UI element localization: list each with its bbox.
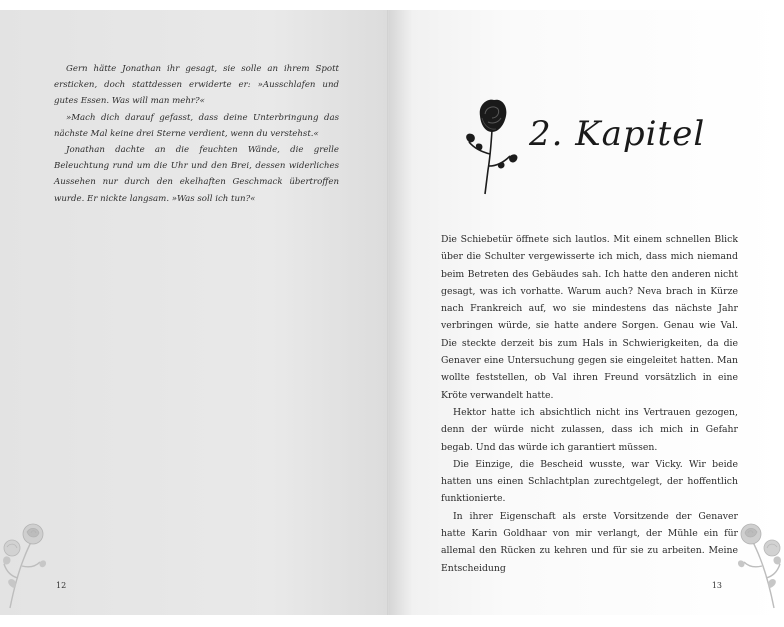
- right-page-number: 13: [711, 581, 722, 590]
- rose-sprig-icon: [0, 518, 50, 610]
- left-page-text: [54, 61, 339, 207]
- rose-sprig-icon: [734, 518, 784, 610]
- right-paragraph-3: Die Einzige, die Bescheid wusste, war Vicky. Wir beide hatten uns einen Schlachtplan zurechtgelegt, der hoffentlich funktionierte.: [441, 458, 738, 505]
- right-page: [389, 10, 784, 615]
- rose-icon: [464, 96, 522, 196]
- right-paragraph-1: Die Schiebetür öffnete sich lautlos. Mit einem schnellen Blick über die Schulter vergewisserte ich mich, dass mich niemand beim Betreten des Gebäudes sah. Ich hatte den anderen nicht gesagt, was ich vorhatte. Warum auch? Neva brach in Kürze nach Frankreich auf, wo sie mindestens das nächste Jahr verbringen würde, sie hatte andere Sorgen. Genau wie Val. Die steckte derzeit bis zum Hals in Schwierigkeiten, da die Genaver eine Untersuchung gegen sie eingeleitet hatten. Man wollte feststellen, ob Val ihren Freund vorsätzlich in eine Kröte verwandelt hatte.: [441, 234, 738, 401]
- left-paragraph-1: Gern hätte Jonathan ihr gesagt, sie solle an ihrem Spott ersticken, doch stattdessen erwiderte er: »Ausschlafen und gutes Essen. Was will man mehr?«: [54, 64, 339, 107]
- left-page-number: 12: [56, 581, 67, 590]
- right-page-text: [441, 231, 738, 577]
- right-paragraph-4: In ihrer Eigenschaft als erste Vorsitzende der Genaver hatte Karin Goldhaar von mir verlangt, der Mühle ein für allemal den Rücken zu kehren und für sie zu arbeiten. Meine Entscheidung: [441, 510, 738, 574]
- right-paragraph-2: Hektor hatte ich absichtlich nicht ins Vertrauen gezogen, denn der würde nicht zulassen, dass ich mich in Gefahr begab. Und das würde ich garantiert müssen.: [441, 406, 738, 453]
- left-paragraph-3: Jonathan dachte an die feuchten Wände, die grelle Beleuchtung rund um die Uhr und den Brei, dessen widerliches Aussehen nur durch den ekelhaften Geschmack übertroffen wurde. Er nickte langsam. »Was soll ich tun?«: [54, 145, 339, 204]
- left-paragraph-2: »Mach dich darauf gefasst, dass deine Unterbringung das nächste Mal keine drei Sterne verdient, wenn du verstehst.«: [54, 112, 339, 139]
- chapter-heading: [464, 96, 724, 206]
- chapter-title: 2. Kapitel: [529, 114, 706, 154]
- left-page: [0, 10, 389, 615]
